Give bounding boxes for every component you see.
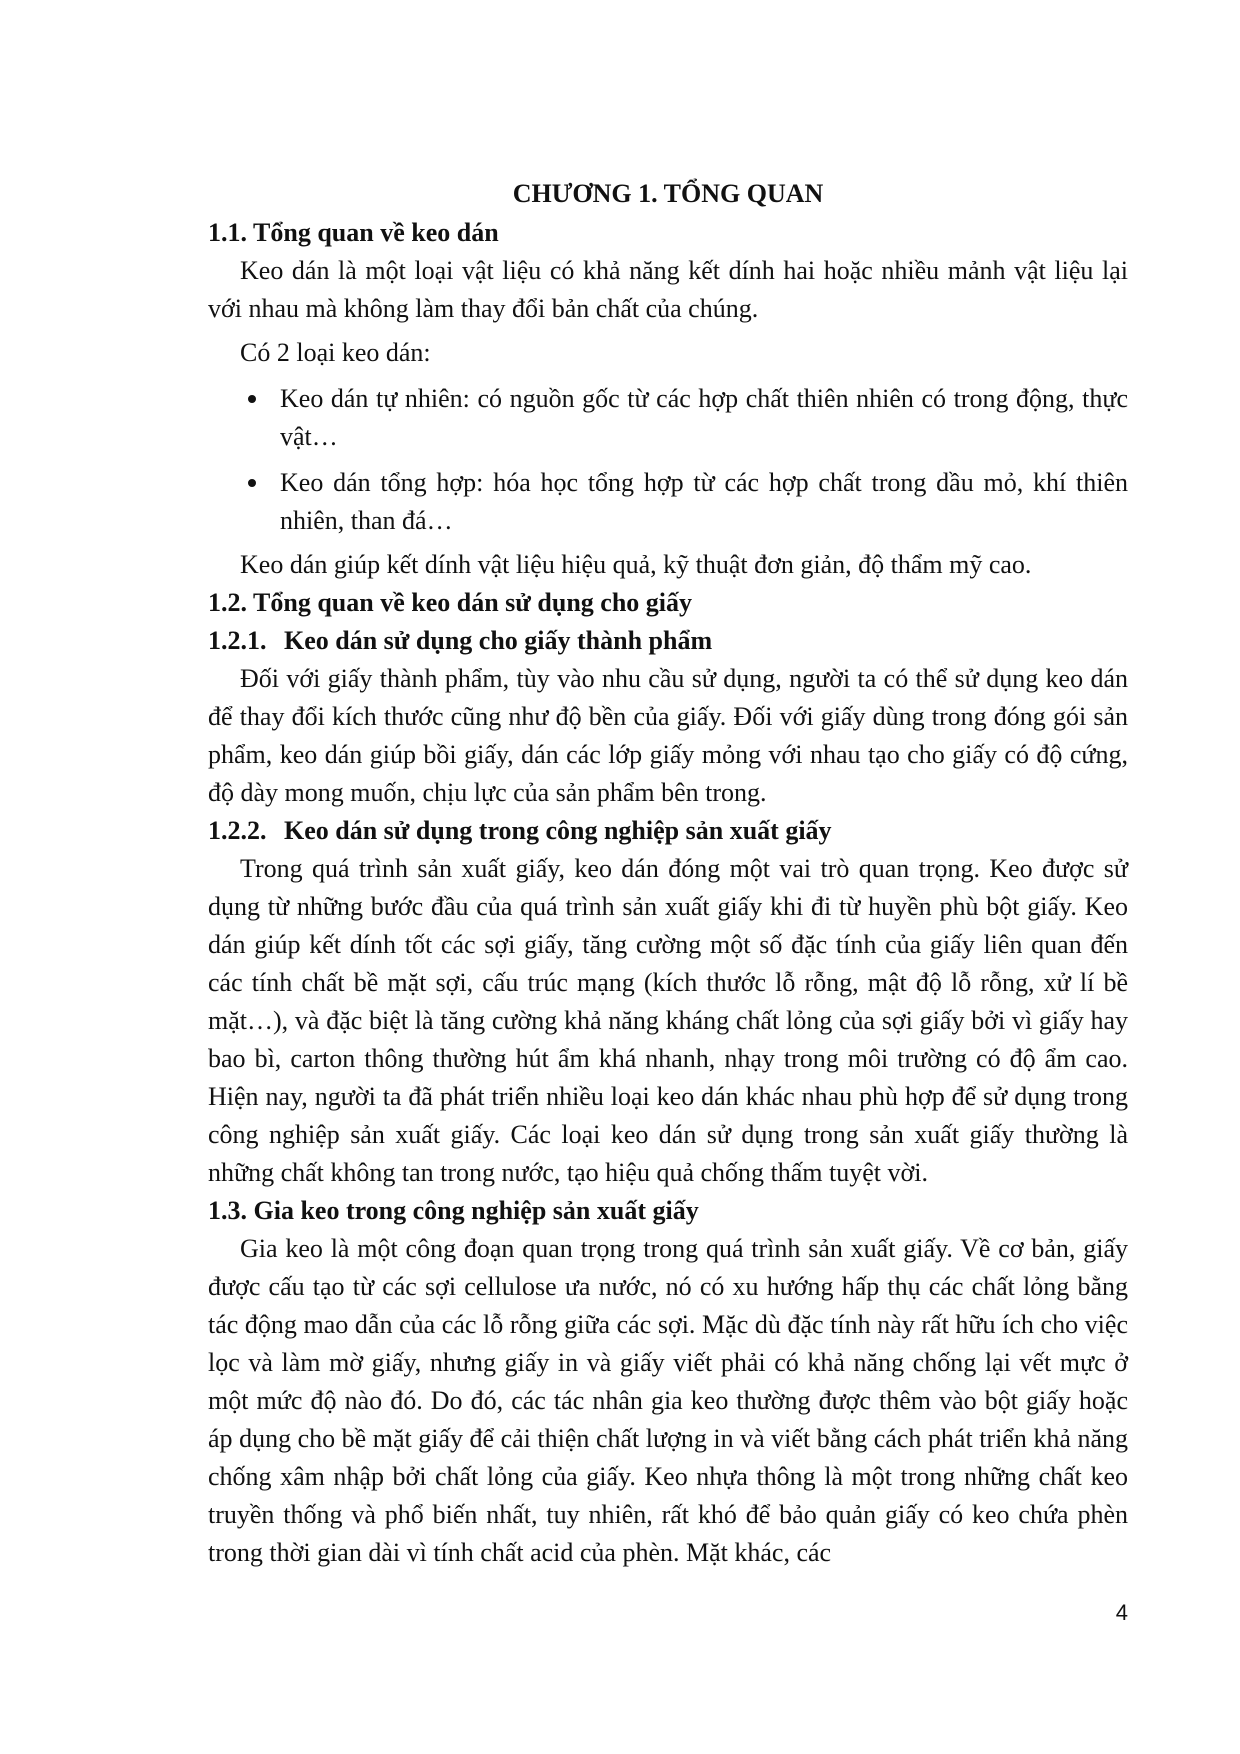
section-heading-1-3: 1.3. Gia keo trong công nghiệp sản xuất giấy bbox=[208, 1196, 699, 1225]
list-item-text: Keo dán tổng hợp: hóa học tổng hợp từ các hợp chất trong dầu mỏ, khí thiên nhiên, than đá… bbox=[280, 468, 1128, 535]
paragraph: Trong quá trình sản xuất giấy, keo dán đóng một vai trò quan trọng. Keo được sử dụng từ những bước đầu của quá trình sản xuất giấy khi đi từ huyền phù bột giấy. Keo dán giúp kết dính tốt các sợi giấy, tăng cường một số đặc tính của giấy liên quan đến các tính chất bề mặt sợi, cấu trúc mạng (kích thước lỗ rỗng, mật độ lỗ rỗng, xử lí bề mặt…), và đặc biệt là tăng cường khả năng kháng chất lỏng của sợi giấy bởi vì giấy hay bao bì, carton thông thường hút ẩm khá nhanh, nhạy trong môi trường có độ ẩm cao. Hiện nay, người ta đã phát triển nhiều loại keo dán khác nhau phù hợp để sử dụng trong công nghiệp sản xuất giấy. Các loại keo dán sử dụng trong sản xuất giấy thường là những chất không tan trong nước, tạo hiệu quả chống thấm tuyệt vời. bbox=[208, 854, 1128, 1187]
page-number: 4 bbox=[1115, 1600, 1128, 1625]
section-heading-1-1: 1.1. Tổng quan về keo dán bbox=[208, 218, 499, 247]
paragraph: Có 2 loại keo dán: bbox=[240, 338, 431, 367]
section-heading-1-2-2 bbox=[208, 812, 1128, 850]
bullet-list bbox=[208, 380, 1128, 540]
section-number: 1.2.1. bbox=[208, 626, 267, 655]
paragraph: Gia keo là một công đoạn quan trọng trong quá trình sản xuất giấy. Về cơ bản, giấy được cấu tạo từ các sợi cellulose ưa nước, nó có xu hướng hấp thụ các chất lỏng bằng tác động mao dẫn của các lỗ rỗng giữa các sợi. Mặc dù đặc tính này rất hữu ích cho việc lọc và làm mờ giấy, nhưng giấy in và giấy viết phải có khả năng chống lại vết mực ở một mức độ nào đó. Do đó, các tác nhân gia keo thường được thêm vào bột giấy hoặc áp dụng cho bề mặt giấy để cải thiện chất lượng in và viết bằng cách phát triển khả năng chống xâm nhập bởi chất lỏng của giấy. Keo nhựa thông là một trong những chất keo truyền thống và phổ biến nhất, tuy nhiên, rất khó để bảo quản giấy có keo chứa phèn trong thời gian dài vì tính chất acid của phèn. Mặt khác, các bbox=[208, 1234, 1128, 1567]
paragraph: Keo dán giúp kết dính vật liệu hiệu quả, kỹ thuật đơn giản, độ thẩm mỹ cao. bbox=[240, 550, 1032, 579]
list-item bbox=[208, 380, 1128, 456]
paragraph: Keo dán là một loại vật liệu có khả năng kết dính hai hoặc nhiều mảnh vật liệu lại với nhau mà không làm thay đổi bản chất của chúng. bbox=[208, 256, 1128, 323]
section-heading-1-2-1 bbox=[208, 622, 1128, 660]
section-title: Keo dán sử dụng trong công nghiệp sản xuất giấy bbox=[284, 816, 832, 845]
section-title: Keo dán sử dụng cho giấy thành phẩm bbox=[284, 626, 713, 655]
bullet-icon bbox=[248, 479, 256, 487]
bullet-icon bbox=[248, 395, 256, 403]
section-heading-1-2: 1.2. Tổng quan về keo dán sử dụng cho giấy bbox=[208, 588, 692, 617]
page-content bbox=[208, 174, 1128, 1572]
list-item bbox=[208, 464, 1128, 540]
paragraph: Đối với giấy thành phẩm, tùy vào nhu cầu sử dụng, người ta có thể sử dụng keo dán để thay đổi kích thước cũng như độ bền của giấy. Đối với giấy dùng trong đóng gói sản phẩm, keo dán giúp bồi giấy, dán các lớp giấy mỏng với nhau tạo cho giấy có độ cứng, độ dày mong muốn, chịu lực của sản phẩm bên trong. bbox=[208, 664, 1128, 807]
section-number: 1.2.2. bbox=[208, 816, 267, 845]
list-item-text: Keo dán tự nhiên: có nguồn gốc từ các hợp chất thiên nhiên có trong động, thực vật… bbox=[280, 384, 1128, 451]
chapter-title: CHƯƠNG 1. TỔNG QUAN bbox=[512, 179, 824, 208]
